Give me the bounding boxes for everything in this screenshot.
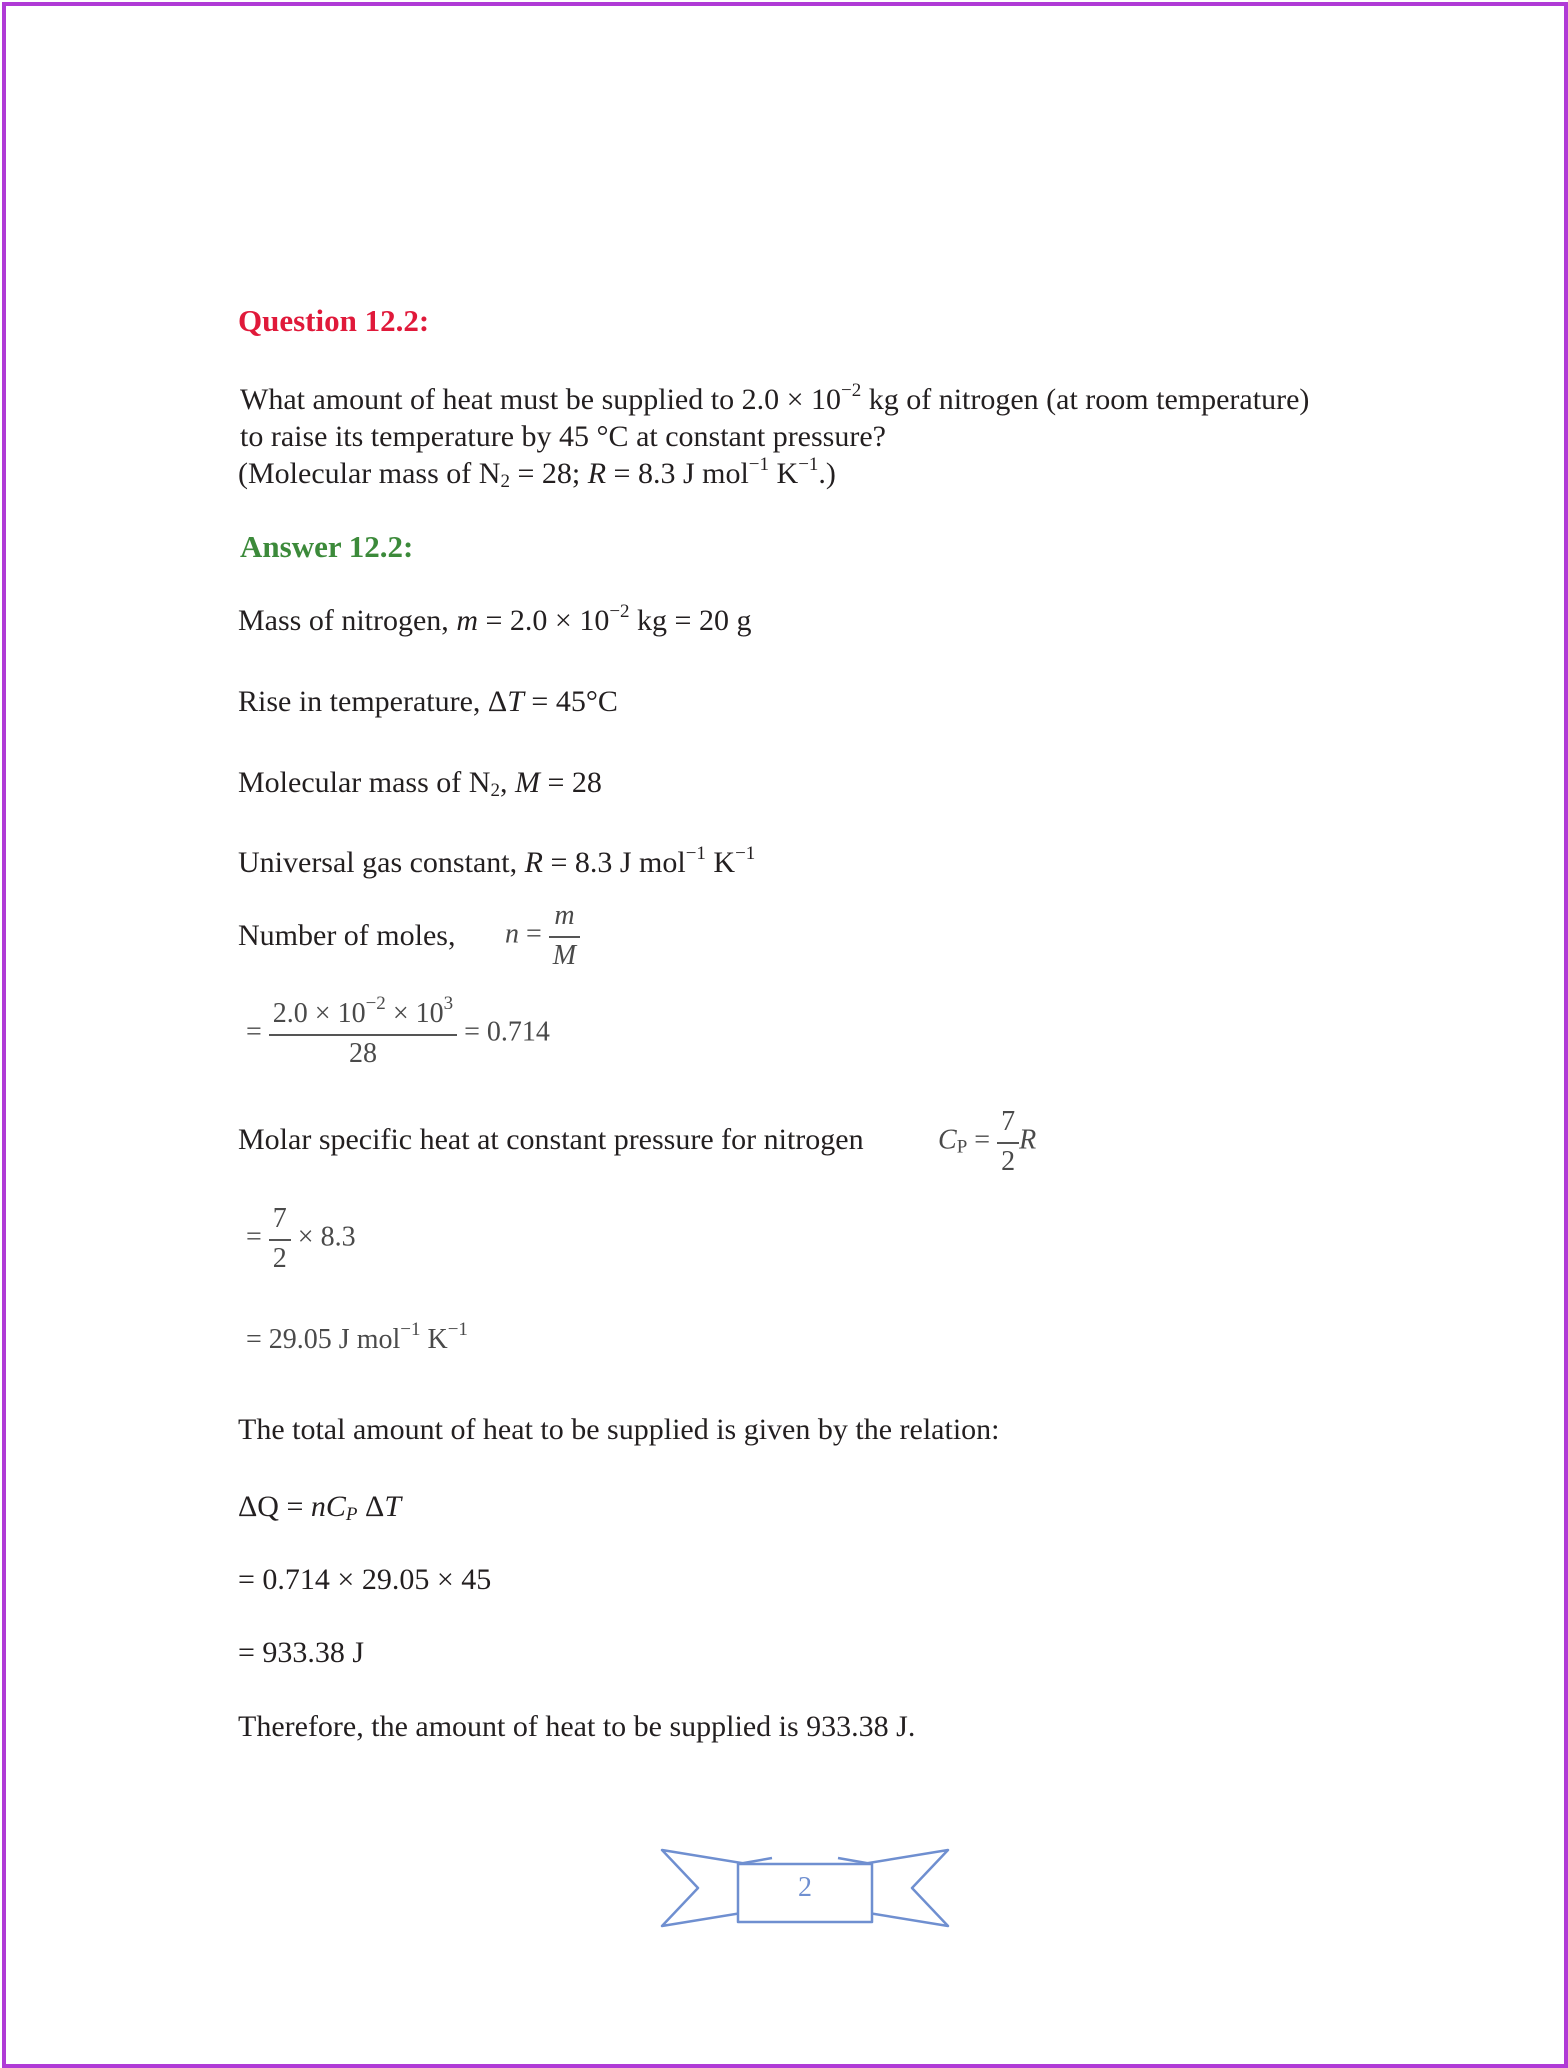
moles-formula: n = $\frac{m}{M}$: [505, 902, 580, 970]
cp-result: = 29.05 J mol$^{-1}$ $K^{-1}$: [246, 1319, 468, 1355]
moles-calc-fraction: $\frac{2.0 \times 10^{-2} \times 10^3}{28}$: [269, 1000, 457, 1068]
mass-of-nitrogen: Mass of nitrogen, $m = 2.0 \times 10^{-2}$ kg = 20 g: [238, 601, 752, 637]
question-line-1: What amount of heat must be supplied to $2.0 \times 10^{-2}$ kg of nitrogen (at room temperature): [240, 380, 1310, 416]
heat-step-1: = 0.714 × 29.05 × 45: [238, 1563, 492, 1596]
delta-q-relation: $\Delta Q = nC_P$ ΔT: [238, 1490, 401, 1525]
total-heat-text: The total amount of heat to be supplied is given by the relation:: [238, 1413, 1000, 1446]
moles-fraction: $\frac{m}{M}$: [549, 902, 580, 970]
question-heading: Question 12.2:: [238, 303, 430, 338]
molecular-mass: Molecular mass of $N_2$, M = 28: [238, 766, 602, 801]
conclusion: Therefore, the amount of heat to be supplied is 933.38 J.: [238, 1710, 916, 1743]
page-number: 2: [798, 1872, 812, 1903]
number-of-moles-label: Number of moles,: [238, 919, 456, 952]
cp-formula: $C_P$ = $\frac{7}{2}$ R: [938, 1106, 1037, 1177]
rise-in-temperature: Rise in temperature, ΔT = 45°C: [238, 685, 618, 718]
page-border: [2, 2, 1568, 2068]
page-number-ribbon: [660, 1846, 950, 1931]
cp-calculation: = $\frac{7}{2}$ × 8.3: [246, 1203, 356, 1274]
gas-constant: Universal gas constant, R = 8.3 J mol$^{-1}$ $K^{-1}$: [238, 843, 756, 879]
question-line-2: to raise its temperature by 45 °C at constant pressure?: [240, 420, 886, 453]
cp-calc-fraction: $\frac{7}{2}$: [269, 1205, 291, 1273]
cp-fraction: $\frac{7}{2}$: [997, 1108, 1019, 1176]
question-line-3: (Molecular mass of $N_2 = 28$; R = 8.3 J mol$^{-1}$ $K^{-1}$.): [238, 454, 836, 492]
heat-step-2: = 933.38 J: [238, 1636, 365, 1669]
cp-label: Molar specific heat at constant pressure for nitrogen: [238, 1123, 864, 1156]
answer-heading: Answer 12.2:: [240, 529, 414, 564]
moles-calculation: = $\frac{2.0 \times 10^{-2} \times 10^3}{28}$ = 0.714: [246, 993, 550, 1069]
